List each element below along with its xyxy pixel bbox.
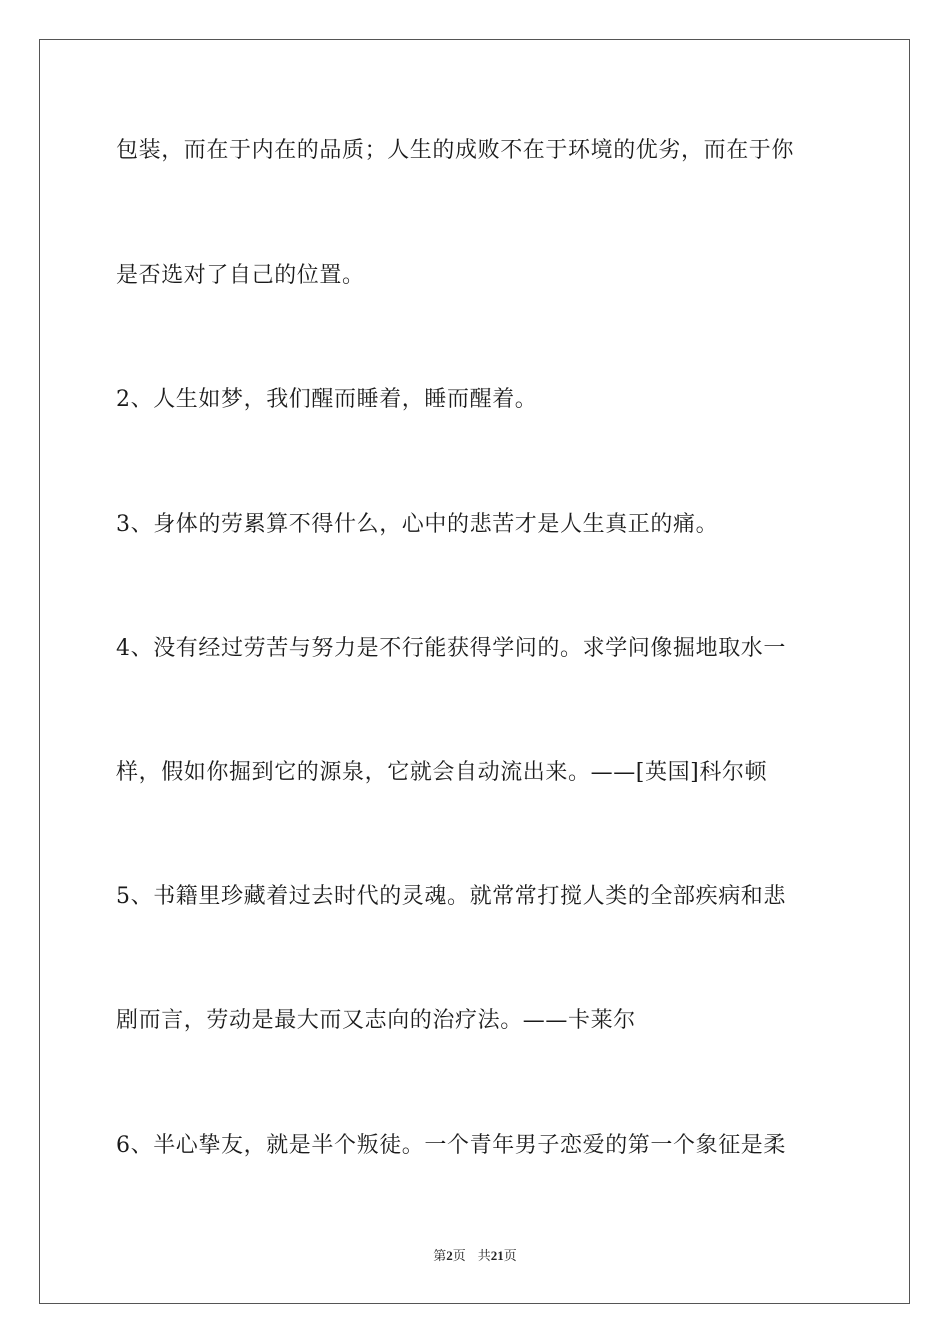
text-line-2: 是否选对了自己的位置。 [116, 263, 365, 288]
total-label-suffix: 页 [503, 1248, 517, 1263]
page-label-suffix: 页 [452, 1248, 466, 1263]
text-line-8: 剧而言，劳动是最大而又志向的治疗法。——卡莱尔 [116, 1008, 636, 1033]
text-line-5: 4、没有经过劳苦与努力是不行能获得学问的。求学问像掘地取水一 [116, 636, 786, 661]
total-label-prefix: 共 [477, 1248, 491, 1263]
total-pages-number: 21 [490, 1248, 504, 1263]
page-border [39, 39, 910, 1304]
text-line-9: 6、半心挚友，就是半个叛徒。一个青年男子恋爱的第一个象征是柔 [116, 1133, 786, 1158]
current-page-number: 2 [446, 1248, 453, 1263]
text-line-1: 包装，而在于内在的品质；人生的成败不在于环境的优劣，而在于你 [116, 138, 795, 163]
page-footer [0, 1247, 950, 1265]
text-line-3: 2、人生如梦，我们醒而睡着，睡而醒着。 [116, 387, 538, 412]
text-line-7: 5、书籍里珍藏着过去时代的灵魂。就常常打搅人类的全部疾病和悲 [116, 884, 786, 909]
page-label-prefix: 第 [433, 1248, 447, 1263]
text-line-4: 3、身体的劳累算不得什么，心中的悲苦才是人生真正的痛。 [116, 512, 719, 537]
text-line-6: 样，假如你掘到它的源泉，它就会自动流出来。——[英国]科尔顿 [116, 760, 768, 785]
